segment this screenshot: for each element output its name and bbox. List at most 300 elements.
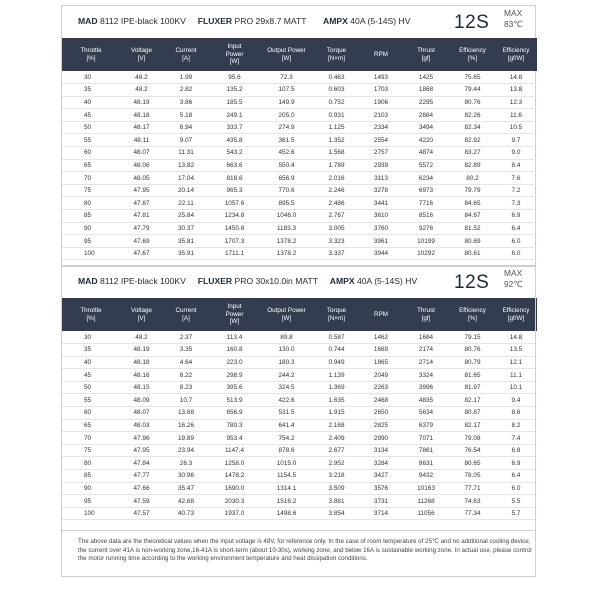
table-cell: 3610 (360, 210, 402, 223)
table-cell: 2295 (402, 96, 450, 109)
table-cell: 89.8 (260, 331, 313, 344)
table-cell: 244.2 (260, 369, 313, 382)
column-header-line: [A] (182, 54, 190, 62)
table-cell: 1703 (360, 84, 402, 97)
table-cell: 50 (62, 121, 120, 134)
table-cell: 1450.8 (209, 222, 260, 235)
table-cell: 30.37 (163, 222, 209, 235)
table-row (62, 331, 537, 344)
table-cell: 1154.5 (260, 470, 313, 483)
column-header-line: [%] (86, 314, 96, 322)
setup-line (78, 16, 410, 26)
column-header-line: Efficiency (502, 47, 530, 54)
max-temperature (504, 268, 523, 290)
table-cell: 2.82 (163, 84, 209, 97)
table-cell: 130.0 (260, 344, 313, 357)
table-cell: 5634 (402, 407, 450, 420)
table-cell: 80.76 (450, 344, 495, 357)
column-header-line: [V] (137, 314, 146, 322)
column-header-line: Thrust (417, 47, 435, 54)
table-cell: 770.6 (260, 184, 313, 197)
table-cell: 80.2 (450, 172, 495, 185)
column-header-line: Power (225, 310, 244, 318)
table-cell: 48.09 (120, 394, 163, 407)
table-row (62, 172, 537, 185)
table-cell: 9.7 (495, 134, 537, 147)
column-header (402, 38, 450, 71)
table-cell: 1690.0 (209, 482, 260, 495)
table-cell: 55 (62, 394, 120, 407)
table-row (62, 71, 537, 84)
table-cell: 13.8 (495, 84, 537, 97)
table-cell: 65 (62, 159, 120, 172)
table-cell: 10.5 (495, 121, 537, 134)
table-cell: 10.1 (495, 381, 537, 394)
table-row (62, 247, 537, 260)
table-cell: 1.369 (313, 381, 360, 394)
table-cell: 14.8 (495, 71, 537, 84)
table-cell: 2103 (360, 109, 402, 122)
table-row (62, 197, 537, 210)
table-cell: 1868 (402, 84, 450, 97)
table-cell: 1.352 (313, 134, 360, 147)
table-cell: 13.68 (163, 407, 209, 420)
table-cell: 5.18 (163, 109, 209, 122)
table-cell: 3944 (360, 247, 402, 260)
table-row (62, 344, 537, 357)
table-cell: 85 (62, 210, 120, 223)
table-cell: 10163 (402, 482, 450, 495)
table-row (62, 432, 537, 445)
table-cell: 0.587 (313, 331, 360, 344)
data-table-1 (62, 38, 537, 260)
table-cell: 60 (62, 407, 120, 420)
table-cell: 6.4 (495, 222, 537, 235)
table-cell: 8631 (402, 457, 450, 470)
table-cell: 0.949 (313, 356, 360, 369)
column-header (360, 298, 402, 331)
table-cell: 45 (62, 109, 120, 122)
column-header (495, 298, 537, 331)
motor-model: 8112 IPE-black 100KV (99, 276, 186, 286)
column-header-line: Torque (326, 47, 347, 54)
table-cell: 1378.2 (260, 247, 313, 260)
table-cell: 2650 (360, 407, 402, 420)
table-cell: 84.67 (450, 210, 495, 223)
prop-brand: FLUXER (197, 16, 233, 26)
table-cell: 6.9 (495, 457, 537, 470)
table-cell: 1425 (402, 71, 450, 84)
table-cell: 754.2 (260, 432, 313, 445)
table-cell: 0.752 (313, 96, 360, 109)
table-cell: 2757 (360, 147, 402, 160)
table-row (62, 369, 537, 382)
table-cell: 80.65 (450, 457, 495, 470)
test-table-panel-1 (61, 5, 536, 266)
column-header-line: Voltage (130, 307, 152, 314)
table-cell: 13.82 (163, 159, 209, 172)
prop-brand: FLUXER (197, 276, 233, 286)
table-cell: 9.07 (163, 134, 209, 147)
column-header (120, 298, 163, 331)
table-cell: 79.15 (450, 331, 495, 344)
column-header-line: [gf/W] (507, 54, 525, 62)
table-cell: 48.07 (120, 147, 163, 160)
table-cell: 8.23 (163, 381, 209, 394)
table-row (62, 394, 537, 407)
esc-model: 40A (5-14S) HV (356, 276, 418, 286)
table-row (62, 109, 537, 122)
table-row (62, 210, 537, 223)
table-cell: 333.7 (209, 121, 260, 134)
table-cell: 80 (62, 457, 120, 470)
max-label: MAX (504, 268, 523, 278)
table-cell: 2.486 (313, 197, 360, 210)
table-cell: 48.17 (120, 121, 163, 134)
table-cell: 2030.3 (209, 495, 260, 508)
column-header-line: [%] (467, 54, 478, 62)
table-cell: 543.2 (209, 147, 260, 160)
table-cell: 656.9 (209, 407, 260, 420)
column-header (260, 298, 313, 331)
table-cell: 48.07 (120, 407, 163, 420)
table-cell: 324.5 (260, 381, 313, 394)
table-cell: 1711.1 (209, 247, 260, 260)
table-cell: 2554 (360, 134, 402, 147)
column-header-line: Input (227, 303, 242, 311)
column-header-line: RPM (374, 310, 388, 318)
prop-model: PRO 30x10.0in MATT (234, 276, 318, 286)
table-cell: 77.71 (450, 482, 495, 495)
table-row (62, 482, 537, 495)
table-cell: 2714 (402, 356, 450, 369)
table-cell: 42.68 (163, 495, 209, 508)
column-header-line: Efficiency (459, 47, 486, 54)
column-header (62, 298, 120, 331)
table-cell: 47.57 (120, 507, 163, 520)
table-cell: 76.54 (450, 444, 495, 457)
motor-model: 8112 IPE-black 100KV (99, 16, 186, 26)
column-header (495, 38, 537, 71)
column-header-line: RPM (374, 50, 388, 58)
table-row (62, 419, 537, 432)
table-cell: 6.22 (163, 369, 209, 382)
table-cell: 2174 (402, 344, 450, 357)
table-cell: 1258.0 (209, 457, 260, 470)
test-table-panel-2 (61, 266, 536, 531)
motor-brand: MAD (78, 276, 98, 286)
column-header-line: [gf] (421, 54, 431, 62)
table-cell: 84.65 (450, 197, 495, 210)
table-cell: 83.27 (450, 147, 495, 160)
table-cell: 3427 (360, 470, 402, 483)
table-cell: 35 (62, 84, 120, 97)
table-cell: 82.26 (450, 109, 495, 122)
table-cell: 0.603 (313, 84, 360, 97)
table-cell: 8.4 (495, 159, 537, 172)
table-cell: 2990 (360, 432, 402, 445)
column-header-line: [W] (281, 54, 292, 62)
table-cell: 1.99 (163, 71, 209, 84)
table-cell: 48.18 (120, 109, 163, 122)
table-cell: 40 (62, 356, 120, 369)
table-cell: 78.05 (450, 470, 495, 483)
table-cell: 48.19 (120, 96, 163, 109)
column-header (360, 38, 402, 71)
column-header-line: [N×m] (328, 314, 345, 322)
table-cell: 7861 (402, 444, 450, 457)
esc-brand: AMPX (329, 276, 355, 286)
table-cell: 656.9 (260, 172, 313, 185)
table-cell: 11.6 (495, 109, 537, 122)
column-header-line: [%] (467, 314, 478, 322)
table-cell: 47.95 (120, 184, 163, 197)
table-cell: 26.3 (163, 457, 209, 470)
table-cell: 818.6 (209, 172, 260, 185)
table-cell: 80 (62, 197, 120, 210)
table-cell: 2.37 (163, 331, 209, 344)
table-cell: 2263 (360, 381, 402, 394)
table-cell: 22.11 (163, 197, 209, 210)
table-cell: 3.881 (313, 495, 360, 508)
table-cell: 80.76 (450, 96, 495, 109)
table-cell: 5.7 (495, 507, 537, 520)
table-cell: 47.67 (120, 247, 163, 260)
table-cell: 1865 (360, 356, 402, 369)
table-cell: 1684 (402, 331, 450, 344)
max-label: MAX (504, 8, 523, 18)
table-cell: 878.6 (260, 444, 313, 457)
column-header (163, 298, 209, 331)
table-cell: 6379 (402, 419, 450, 432)
table-cell: 72.3 (260, 71, 313, 84)
table-cell: 80.69 (450, 235, 495, 248)
table-cell: 452.6 (260, 147, 313, 160)
column-header-line: [W] (281, 314, 292, 322)
table-cell: 48.16 (120, 369, 163, 382)
column-header-line: Current (175, 307, 197, 314)
table-cell: 35.47 (163, 482, 209, 495)
table-row (62, 495, 537, 508)
table-cell: 81.52 (450, 222, 495, 235)
table-cell: 1183.3 (260, 222, 313, 235)
table-cell: 2825 (360, 419, 402, 432)
table-cell: 3113 (360, 172, 402, 185)
table-cell: 95 (62, 235, 120, 248)
table-cell: 9.4 (495, 394, 537, 407)
table-cell: 40.73 (163, 507, 209, 520)
table-row (62, 444, 537, 457)
table-cell: 3324 (402, 369, 450, 382)
table-cell: 361.5 (260, 134, 313, 147)
table-cell: 6.8 (495, 444, 537, 457)
table-header-1 (62, 6, 535, 38)
column-header-line: Input (227, 43, 242, 51)
table-cell: 780.3 (209, 419, 260, 432)
table-cell: 48.19 (120, 344, 163, 357)
table-cell: 11.1 (495, 369, 537, 382)
table-cell: 0.744 (313, 344, 360, 357)
table-cell: 3134 (360, 444, 402, 457)
column-header-line: Voltage (130, 47, 152, 54)
table-cell: 1057.6 (209, 197, 260, 210)
column-header (260, 38, 313, 71)
table-cell: 11056 (402, 507, 450, 520)
table-cell: 75 (62, 184, 120, 197)
max-temperature (504, 8, 523, 30)
column-header (402, 298, 450, 331)
table-cell: 20.14 (163, 184, 209, 197)
table-cell: 2334 (360, 121, 402, 134)
table-cell: 1.568 (313, 147, 360, 160)
table-cell: 90 (62, 482, 120, 495)
table-cell: 82.17 (450, 394, 495, 407)
table-cell: 3576 (360, 482, 402, 495)
table-cell: 45 (62, 369, 120, 382)
table-cell: 48.05 (120, 172, 163, 185)
table-cell: 550.4 (260, 159, 313, 172)
table-cell: 135.2 (209, 84, 260, 97)
table-cell: 8516 (402, 210, 450, 223)
table-cell: 4835 (402, 394, 450, 407)
column-header-line: [%] (86, 54, 96, 62)
table-cell: 249.1 (209, 109, 260, 122)
table-cell: 48.03 (120, 419, 163, 432)
column-header-line: Current (175, 47, 197, 54)
column-header-line: Efficiency (502, 307, 530, 314)
column-header-line: [W] (229, 58, 240, 66)
column-headers (62, 298, 537, 331)
table-cell: 17.04 (163, 172, 209, 185)
table-cell: 7.4 (495, 432, 537, 445)
column-header-line: Output Power (267, 307, 306, 314)
table-row (62, 121, 537, 134)
table-row (62, 134, 537, 147)
table-cell: 2049 (360, 369, 402, 382)
table-cell: 3278 (360, 184, 402, 197)
table-cell: 85 (62, 470, 120, 483)
table-cell: 0.931 (313, 109, 360, 122)
table-cell: 107.5 (260, 84, 313, 97)
table-cell: 12.3 (495, 96, 537, 109)
table-cell: 205.0 (260, 109, 313, 122)
table-cell: 3.323 (313, 235, 360, 248)
table-cell: 531.5 (260, 407, 313, 420)
table-cell: 82.34 (450, 121, 495, 134)
table-cell: 48.2 (120, 71, 163, 84)
table-cell: 35.91 (163, 247, 209, 260)
table-cell: 55 (62, 134, 120, 147)
table-cell: 11268 (402, 495, 450, 508)
table-row (62, 381, 537, 394)
table-cell: 9276 (402, 222, 450, 235)
table-row (62, 84, 537, 97)
table-row (62, 407, 537, 420)
table-cell: 47.66 (120, 482, 163, 495)
table-cell: 2.952 (313, 457, 360, 470)
table-row (62, 470, 537, 483)
table-cell: 3760 (360, 222, 402, 235)
table-cell: 2.409 (313, 432, 360, 445)
table-cell: 80.61 (450, 247, 495, 260)
table-cell: 48.18 (120, 356, 163, 369)
table-cell: 2468 (360, 394, 402, 407)
table-body (62, 71, 537, 260)
table-cell: 47.84 (120, 457, 163, 470)
table-cell: 3.854 (313, 507, 360, 520)
table-cell: 3.337 (313, 247, 360, 260)
table-cell: 75.65 (450, 71, 495, 84)
table-cell: 7.3 (495, 197, 537, 210)
table-cell: 5.5 (495, 495, 537, 508)
column-header (62, 38, 120, 71)
table-cell: 7.2 (495, 184, 537, 197)
table-cell: 1147.4 (209, 444, 260, 457)
table-cell: 6973 (402, 184, 450, 197)
column-header-line: [W] (229, 318, 240, 326)
table-cell: 2884 (402, 109, 450, 122)
column-header-line: Power (225, 50, 244, 58)
column-headers (62, 38, 537, 71)
table-cell: 3714 (360, 507, 402, 520)
footnote: The above data are the theoretical values when the input voltage is 48V, for reference only. In the case of room temperature of 25℃ and no additional cooling device, the current over 41A is non-working zone,16-41A is short-term (about 10-30s), working zone, and below 16A is sustainable working zone. In actual use, please control the motor running time according to the working environment temperature and heat dissipation conditions. (78, 538, 532, 563)
table-cell: 1516.2 (260, 495, 313, 508)
table-cell: 1.139 (313, 369, 360, 382)
table-cell: 435.8 (209, 134, 260, 147)
table-cell: 3996 (402, 381, 450, 394)
table-cell: 1493 (360, 71, 402, 84)
table-cell: 395.6 (209, 381, 260, 394)
table-cell: 48.06 (120, 159, 163, 172)
column-header-line: [N×m] (328, 54, 345, 62)
table-cell: 1.125 (313, 121, 360, 134)
table-cell: 100 (62, 507, 120, 520)
table-cell: 47.96 (120, 432, 163, 445)
table-cell: 74.63 (450, 495, 495, 508)
table-cell: 60 (62, 147, 120, 160)
setup-line (78, 276, 417, 286)
table-cell: 3494 (402, 121, 450, 134)
table-header-2 (62, 266, 535, 298)
table-cell: 90 (62, 222, 120, 235)
table-row (62, 96, 537, 109)
table-cell: 47.59 (120, 495, 163, 508)
table-cell: 35.81 (163, 235, 209, 248)
table-cell: 47.69 (120, 235, 163, 248)
table-cell: 10199 (402, 235, 450, 248)
table-cell: 23.94 (163, 444, 209, 457)
table-cell: 7071 (402, 432, 450, 445)
table-cell: 77.34 (450, 507, 495, 520)
table-cell: 1478.2 (209, 470, 260, 483)
table-cell: 40 (62, 96, 120, 109)
table-cell: 4220 (402, 134, 450, 147)
column-header (313, 38, 360, 71)
table-cell: 11.31 (163, 147, 209, 160)
column-header-line: [A] (182, 314, 190, 322)
max-temp-value: 83℃ (504, 19, 523, 29)
table-cell: 82.89 (450, 159, 495, 172)
column-header (209, 298, 260, 331)
table-cell: 82.92 (450, 134, 495, 147)
table-cell: 180.3 (260, 356, 313, 369)
column-header (450, 38, 495, 71)
column-header (450, 298, 495, 331)
table-cell: 30 (62, 71, 120, 84)
table-cell: 19.89 (163, 432, 209, 445)
column-header-line: Thrust (417, 307, 435, 314)
table-cell: 5572 (402, 159, 450, 172)
